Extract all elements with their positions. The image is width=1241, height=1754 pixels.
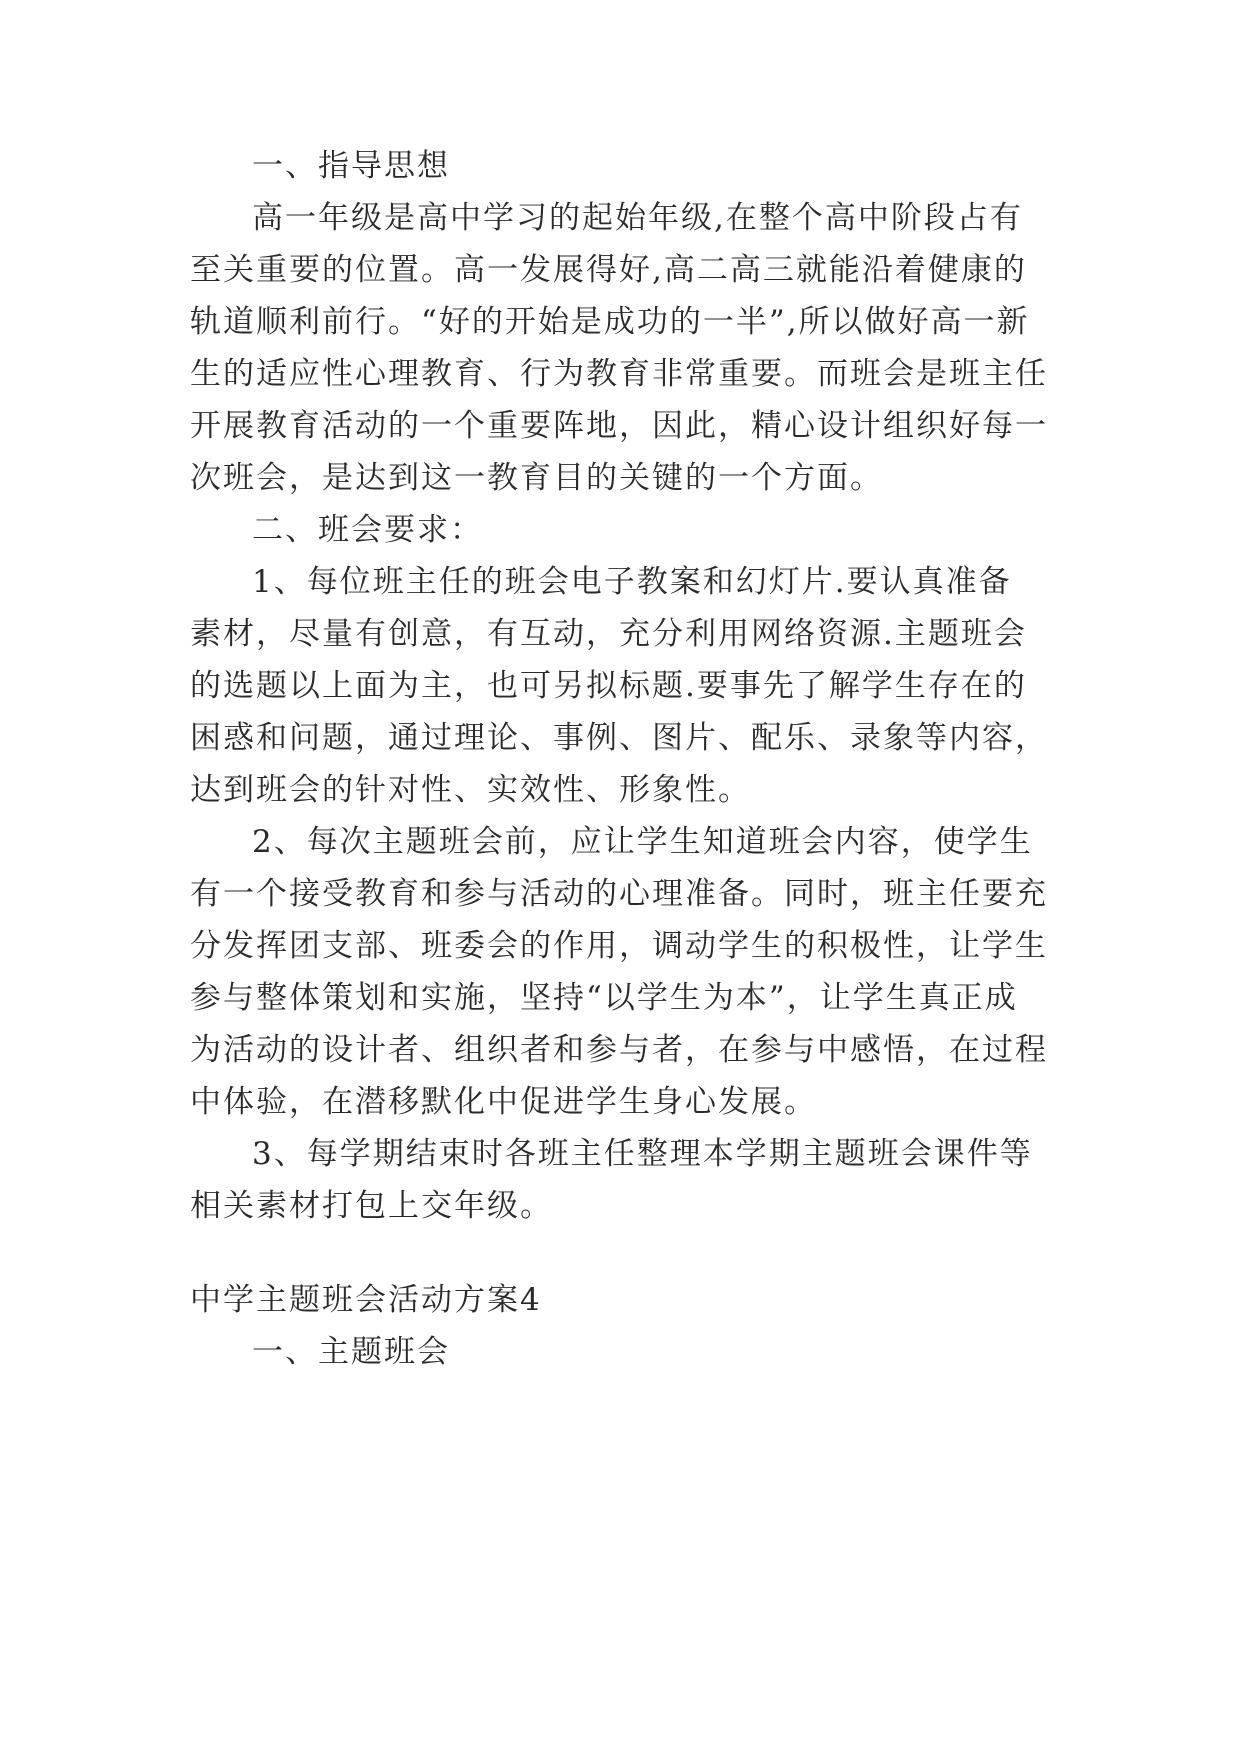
paragraph-line: 有一个接受教育和参与活动的心理准备。同时，班主任要充 bbox=[190, 876, 1048, 912]
paragraph-line: 分发挥团支部、班委会的作用，调动学生的积极性，让学生 bbox=[190, 928, 1048, 964]
paragraph-line: 为活动的设计者、组织者和参与者，在参与中感悟，在过程 bbox=[190, 1032, 1048, 1068]
paragraph-line: 轨道顺利前行。“好的开始是成功的一半”,所以做好高一新 bbox=[190, 304, 1030, 340]
document-title: 中学主题班会活动方案4 bbox=[190, 1282, 542, 1318]
paragraph-line: 相关素材打包上交年级。 bbox=[190, 1188, 553, 1224]
paragraph-line: 次班会，是达到这一教育目的关键的一个方面。 bbox=[190, 460, 883, 496]
paragraph-line: 开展教育活动的一个重要阵地，因此，精心设计组织好每一 bbox=[190, 408, 1048, 444]
paragraph-line: 困惑和问题，通过理论、事例、图片、配乐、录象等内容， bbox=[190, 720, 1048, 756]
paragraph-line: 3、每学期结束时各班主任整理本学期主题班会课件等 bbox=[252, 1136, 1033, 1172]
paragraph-line: 至关重要的位置。高一发展得好,高二高三就能沿着健康的 bbox=[190, 252, 1027, 288]
paragraph-line: 参与整体策划和实施，坚持“以学生为本”，让学生真正成 bbox=[190, 980, 1018, 1016]
paragraph-line: 达到班会的针对性、实效性、形象性。 bbox=[190, 772, 751, 808]
section-heading-class-meeting-requirements: 二、班会要求： bbox=[252, 512, 483, 548]
paragraph-line: 2、每次主题班会前，应让学生知道班会内容，使学生 bbox=[252, 824, 1033, 860]
section-heading-theme-class-meeting: 一、主题班会 bbox=[252, 1334, 450, 1370]
paragraph-line: 的选题以上面为主，也可另拟标题.要事先了解学生存在的 bbox=[190, 668, 1027, 704]
paragraph-line: 1、每位班主任的班会电子教案和幻灯片.要认真准备 bbox=[252, 564, 1012, 600]
paragraph-line: 素材，尽量有创意，有互动，充分利用网络资源.主题班会 bbox=[190, 616, 1027, 652]
section-heading-guiding-ideology: 一、指导思想 bbox=[252, 148, 450, 184]
paragraph-line: 生的适应性心理教育、行为教育非常重要。而班会是班主任 bbox=[190, 356, 1048, 392]
paragraph-line: 高一年级是高中学习的起始年级,在整个高中阶段占有 bbox=[252, 200, 1023, 236]
paragraph-line: 中体验，在潜移默化中促进学生身心发展。 bbox=[190, 1084, 817, 1120]
